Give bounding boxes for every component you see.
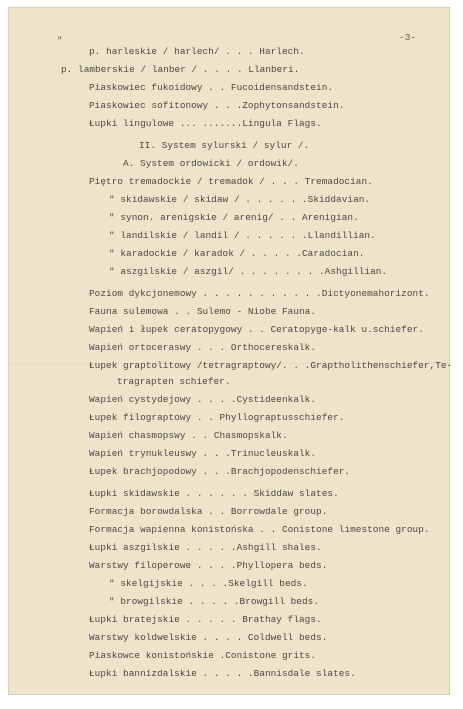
- text-line: " synon. arenigskie / arenig/ . . Arenigian.: [109, 212, 359, 223]
- text-line: Warstwy filoperowe . . . .Phyllopera beds.: [89, 560, 328, 571]
- text-line: Łupki bannizdalskie . . . . .Bannisdale slates.: [89, 668, 356, 679]
- text-line: Formacja borowdalska . . Borrowdale group.: [89, 506, 328, 517]
- text-line: " landilskie / landil / . . . . . .Llandillian.: [109, 230, 376, 241]
- text-line: p. harleskie / harlech/ . . . Harlech.: [89, 46, 305, 57]
- text-line: Wapień trynukleuswy . . .Trinucleuskalk.: [89, 448, 317, 459]
- text-line: p. lamberskie / lanber / . . . . Llanberi.: [61, 64, 300, 75]
- text-line: Wapień ortoceraswy . . . Orthocereskalk.: [89, 342, 317, 353]
- subsection-heading: A. System ordowicki / ordowik/.: [123, 158, 299, 169]
- text-line: Piętro tremadockie / tremadok / . . . Tremadocian.: [89, 176, 373, 187]
- text-line: Warstwy koldwelskie . . . . Coldwell beds.: [89, 632, 328, 643]
- text-line: Piaskowiec fukoidowy . . Fucoidensandstein.: [89, 82, 334, 93]
- text-line: Wapień i łupek ceratopygowy . . Ceratopyge-kalk u.schiefer.: [89, 324, 424, 335]
- text-line: Łupki skidawskie . . . . . . Skiddaw slates.: [89, 488, 339, 499]
- text-line: Fauna sulemowa . . Sulemo - Niobe Fauna.: [89, 306, 317, 317]
- text-line: Łupek graptolitowy /tetragraptowy/. . .Graptholithenschiefer,Te-: [89, 360, 453, 371]
- text-line: Łupki bratejskie . . . . . Brathay flags.: [89, 614, 322, 625]
- text-line: Wapień cystydejowy . . . .Cystideenkalk.: [89, 394, 317, 405]
- text-line: " aszgilskie / aszgil/ . . . . . . . .Ashgillian.: [109, 266, 388, 277]
- text-line: tragrapten schiefer.: [117, 376, 231, 387]
- page-number: -3-: [399, 32, 417, 43]
- text-line: Łupki aszgilskie . . . . .Ashgill shales.: [89, 542, 322, 553]
- text-line: Piaskowce konistońskie .Conistone grits.: [89, 650, 317, 661]
- ditto-mark: ": [57, 36, 63, 46]
- text-line: Poziom dykcjonemowy . . . . . . . . . . .Dictyonemahorizont.: [89, 288, 430, 299]
- text-line: " browgilskie . . . . .Browgill beds.: [109, 596, 320, 607]
- section-heading: II. System sylurski / sylur /.: [139, 140, 310, 151]
- text-line: Łupek filograptowy . . Phyllograptusschiefer.: [89, 412, 345, 423]
- document-page: [9, 8, 453, 694]
- text-line: " skelgijskie . . . .Skelgill beds.: [109, 578, 308, 589]
- text-line: Łupek brachjopodowy . . .Brachjopodenschiefer.: [89, 466, 351, 477]
- text-line: " karadockie / karadok / . . . . .Caradocian.: [109, 248, 365, 259]
- text-line: Wapień chasmopswy . . Chasmopskalk.: [89, 430, 288, 441]
- text-line: Łupki lingulowe ... .......Lingula Flags.: [89, 118, 322, 129]
- text-line: " skidawskie / skidaw / . . . . . .Skiddavian.: [109, 194, 371, 205]
- text-line: Piaskowiec sofitonowy . . .Zophytonsandstein.: [89, 100, 345, 111]
- text-line: Formacja wapienna konistońska . . Conistone limestone group.: [89, 524, 430, 535]
